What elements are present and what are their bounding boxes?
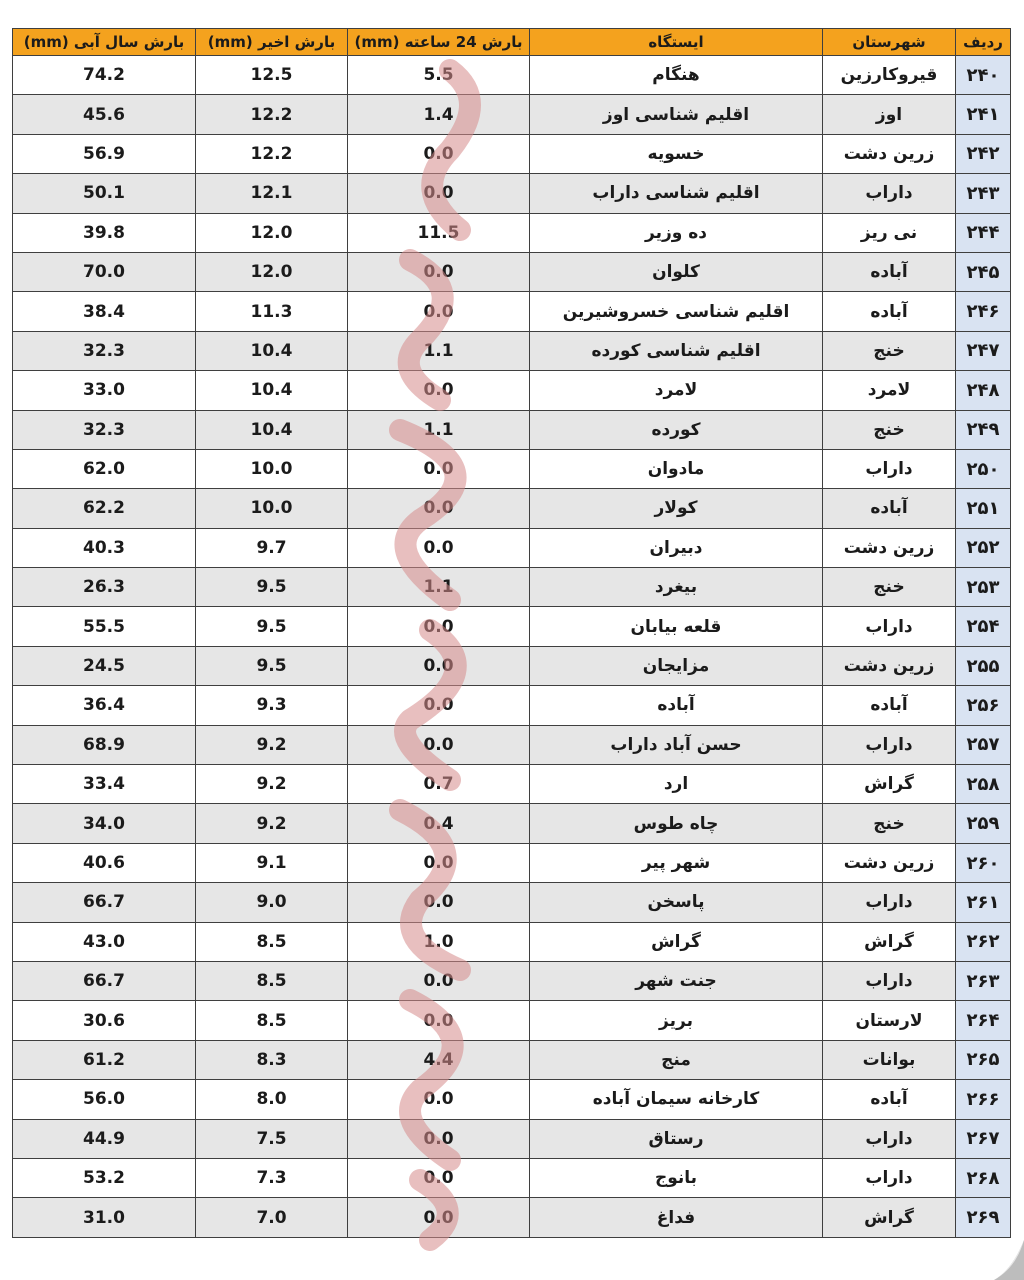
table-row	[13, 1198, 1011, 1237]
header-row	[13, 29, 1011, 56]
table-row	[13, 528, 1011, 567]
county-cell: لارستان	[823, 1001, 956, 1040]
row-number-cell: ۲۵۵	[956, 646, 1011, 685]
row-number-cell: ۲۶۰	[956, 843, 1011, 882]
rainfall-24h-cell: 4.4	[348, 1040, 530, 1079]
rainfall-24h-cell: 0.7	[348, 765, 530, 804]
station-cell: کارخانه سیمان آباده	[530, 1080, 823, 1119]
station-cell: هنگام	[530, 56, 823, 95]
table-row	[13, 607, 1011, 646]
recent-rainfall-cell: 12.2	[196, 134, 348, 173]
row-number-cell: ۲۵۷	[956, 725, 1011, 764]
county-cell: داراب	[823, 174, 956, 213]
county-cell: اوز	[823, 95, 956, 134]
row-number-cell: ۲۵۴	[956, 607, 1011, 646]
table-header	[13, 29, 1011, 56]
table-row	[13, 252, 1011, 291]
station-cell: لامرد	[530, 371, 823, 410]
rainfall-24h-cell: 0.0	[348, 1119, 530, 1158]
county-cell: داراب	[823, 449, 956, 488]
annual-rainfall-cell: 43.0	[13, 922, 196, 961]
station-cell: ارد	[530, 765, 823, 804]
rainfall-24h-cell: 5.5	[348, 56, 530, 95]
rainfall-24h-cell: 0.0	[348, 1198, 530, 1237]
county-cell: خنج	[823, 804, 956, 843]
table-row	[13, 1040, 1011, 1079]
rainfall-24h-cell: 0.0	[348, 371, 530, 410]
rainfall-24h-cell: 0.0	[348, 1001, 530, 1040]
station-cell: گراش	[530, 922, 823, 961]
station-cell: قلعه بیابان	[530, 607, 823, 646]
table-row	[13, 1119, 1011, 1158]
rainfall-24h-cell: 0.0	[348, 686, 530, 725]
county-cell: گراش	[823, 1198, 956, 1237]
header-recent-rainfall: بارش اخیر (mm)	[196, 29, 348, 56]
rainfall-24h-cell: 0.0	[348, 843, 530, 882]
page-curl-decoration	[994, 1240, 1024, 1280]
rainfall-24h-cell: 0.0	[348, 1158, 530, 1197]
table-row	[13, 292, 1011, 331]
station-cell: اقلیم شناسی کورده	[530, 331, 823, 370]
rainfall-24h-cell: 0.0	[348, 449, 530, 488]
station-cell: منج	[530, 1040, 823, 1079]
county-cell: آباده	[823, 1080, 956, 1119]
station-cell: بیغرد	[530, 568, 823, 607]
county-cell: داراب	[823, 961, 956, 1000]
annual-rainfall-cell: 50.1	[13, 174, 196, 213]
station-cell: دبیران	[530, 528, 823, 567]
annual-rainfall-cell: 45.6	[13, 95, 196, 134]
annual-rainfall-cell: 26.3	[13, 568, 196, 607]
recent-rainfall-cell: 8.5	[196, 922, 348, 961]
header-station: ایستگاه	[530, 29, 823, 56]
row-number-cell: ۲۶۲	[956, 922, 1011, 961]
county-cell: داراب	[823, 607, 956, 646]
annual-rainfall-cell: 32.3	[13, 410, 196, 449]
recent-rainfall-cell: 7.0	[196, 1198, 348, 1237]
county-cell: نی ریز	[823, 213, 956, 252]
row-number-cell: ۲۶۳	[956, 961, 1011, 1000]
row-number-cell: ۲۶۸	[956, 1158, 1011, 1197]
annual-rainfall-cell: 56.0	[13, 1080, 196, 1119]
rainfall-24h-cell: 1.4	[348, 95, 530, 134]
county-cell: گراش	[823, 922, 956, 961]
rainfall-24h-cell: 0.0	[348, 134, 530, 173]
annual-rainfall-cell: 56.9	[13, 134, 196, 173]
station-cell: شهر پیر	[530, 843, 823, 882]
recent-rainfall-cell: 8.5	[196, 1001, 348, 1040]
table-row	[13, 725, 1011, 764]
row-number-cell: ۲۴۸	[956, 371, 1011, 410]
station-cell: جنت شهر	[530, 961, 823, 1000]
county-cell: آباده	[823, 252, 956, 291]
annual-rainfall-cell: 39.8	[13, 213, 196, 252]
county-cell: داراب	[823, 883, 956, 922]
county-cell: خنج	[823, 568, 956, 607]
station-cell: کلوان	[530, 252, 823, 291]
annual-rainfall-cell: 62.2	[13, 489, 196, 528]
recent-rainfall-cell: 9.7	[196, 528, 348, 567]
annual-rainfall-cell: 33.0	[13, 371, 196, 410]
rainfall-24h-cell: 11.5	[348, 213, 530, 252]
recent-rainfall-cell: 12.0	[196, 252, 348, 291]
row-number-cell: ۲۵۸	[956, 765, 1011, 804]
county-cell: گراش	[823, 765, 956, 804]
county-cell: داراب	[823, 1158, 956, 1197]
recent-rainfall-cell: 9.5	[196, 646, 348, 685]
county-cell: آباده	[823, 292, 956, 331]
station-cell: ده وزیر	[530, 213, 823, 252]
table-row	[13, 1158, 1011, 1197]
station-cell: چاه طوس	[530, 804, 823, 843]
annual-rainfall-cell: 53.2	[13, 1158, 196, 1197]
recent-rainfall-cell: 9.5	[196, 568, 348, 607]
annual-rainfall-cell: 62.0	[13, 449, 196, 488]
county-cell: زرین دشت	[823, 134, 956, 173]
annual-rainfall-cell: 61.2	[13, 1040, 196, 1079]
annual-rainfall-cell: 74.2	[13, 56, 196, 95]
row-number-cell: ۲۴۱	[956, 95, 1011, 134]
annual-rainfall-cell: 66.7	[13, 961, 196, 1000]
station-cell: پاسخن	[530, 883, 823, 922]
annual-rainfall-cell: 68.9	[13, 725, 196, 764]
recent-rainfall-cell: 12.2	[196, 95, 348, 134]
annual-rainfall-cell: 32.3	[13, 331, 196, 370]
county-cell: بوانات	[823, 1040, 956, 1079]
county-cell: داراب	[823, 1119, 956, 1158]
rainfall-24h-cell: 0.0	[348, 725, 530, 764]
annual-rainfall-cell: 34.0	[13, 804, 196, 843]
annual-rainfall-cell: 31.0	[13, 1198, 196, 1237]
row-number-cell: ۲۴۷	[956, 331, 1011, 370]
row-number-cell: ۲۶۷	[956, 1119, 1011, 1158]
header-24h-rainfall: بارش 24 ساعته (mm)	[348, 29, 530, 56]
rainfall-24h-cell: 0.0	[348, 646, 530, 685]
row-number-cell: ۲۵۰	[956, 449, 1011, 488]
table-row	[13, 686, 1011, 725]
table-row	[13, 489, 1011, 528]
rainfall-24h-cell: 0.0	[348, 174, 530, 213]
station-cell: بانوج	[530, 1158, 823, 1197]
county-cell: لامرد	[823, 371, 956, 410]
annual-rainfall-cell: 30.6	[13, 1001, 196, 1040]
row-number-cell: ۲۴۳	[956, 174, 1011, 213]
county-cell: زرین دشت	[823, 843, 956, 882]
station-cell: آباده	[530, 686, 823, 725]
county-cell: آباده	[823, 489, 956, 528]
rainfall-24h-cell: 0.0	[348, 292, 530, 331]
recent-rainfall-cell: 10.4	[196, 410, 348, 449]
station-cell: اقلیم شناسی خسروشیرین	[530, 292, 823, 331]
header-annual-rainfall: بارش سال آبی (mm)	[13, 29, 196, 56]
rainfall-24h-cell: 0.0	[348, 607, 530, 646]
row-number-cell: ۲۴۵	[956, 252, 1011, 291]
table-row	[13, 843, 1011, 882]
header-county: شهرستان	[823, 29, 956, 56]
recent-rainfall-cell: 10.4	[196, 371, 348, 410]
row-number-cell: ۲۴۴	[956, 213, 1011, 252]
table-row	[13, 134, 1011, 173]
row-number-cell: ۲۵۹	[956, 804, 1011, 843]
recent-rainfall-cell: 12.0	[196, 213, 348, 252]
table-row	[13, 646, 1011, 685]
recent-rainfall-cell: 9.3	[196, 686, 348, 725]
rainfall-24h-cell: 1.1	[348, 331, 530, 370]
county-cell: قیروکارزین	[823, 56, 956, 95]
station-cell: کولار	[530, 489, 823, 528]
annual-rainfall-cell: 70.0	[13, 252, 196, 291]
recent-rainfall-cell: 9.0	[196, 883, 348, 922]
table-row	[13, 174, 1011, 213]
annual-rainfall-cell: 44.9	[13, 1119, 196, 1158]
recent-rainfall-cell: 10.0	[196, 489, 348, 528]
rainfall-24h-cell: 0.4	[348, 804, 530, 843]
station-cell: حسن آباد داراب	[530, 725, 823, 764]
station-cell: مادوان	[530, 449, 823, 488]
row-number-cell: ۲۴۶	[956, 292, 1011, 331]
recent-rainfall-cell: 10.0	[196, 449, 348, 488]
recent-rainfall-cell: 8.3	[196, 1040, 348, 1079]
row-number-cell: ۲۵۱	[956, 489, 1011, 528]
rainfall-24h-cell: 0.0	[348, 489, 530, 528]
recent-rainfall-cell: 12.5	[196, 56, 348, 95]
station-cell: فداغ	[530, 1198, 823, 1237]
recent-rainfall-cell: 10.4	[196, 331, 348, 370]
station-cell: بریز	[530, 1001, 823, 1040]
annual-rainfall-cell: 33.4	[13, 765, 196, 804]
station-cell: اقلیم شناسی داراب	[530, 174, 823, 213]
annual-rainfall-cell: 24.5	[13, 646, 196, 685]
table-row	[13, 1080, 1011, 1119]
table-row	[13, 331, 1011, 370]
row-number-cell: ۲۵۲	[956, 528, 1011, 567]
table-row	[13, 371, 1011, 410]
row-number-cell: ۲۶۱	[956, 883, 1011, 922]
county-cell: زرین دشت	[823, 528, 956, 567]
rainfall-24h-cell: 0.0	[348, 252, 530, 291]
table-row	[13, 410, 1011, 449]
row-number-cell: ۲۵۳	[956, 568, 1011, 607]
table-row	[13, 765, 1011, 804]
recent-rainfall-cell: 7.5	[196, 1119, 348, 1158]
annual-rainfall-cell: 36.4	[13, 686, 196, 725]
table-row	[13, 804, 1011, 843]
header-row-number: ردیف	[956, 29, 1011, 56]
table-row	[13, 1001, 1011, 1040]
county-cell: داراب	[823, 725, 956, 764]
table-body	[13, 56, 1011, 1238]
recent-rainfall-cell: 9.5	[196, 607, 348, 646]
recent-rainfall-cell: 8.0	[196, 1080, 348, 1119]
row-number-cell: ۲۵۶	[956, 686, 1011, 725]
rainfall-24h-cell: 0.0	[348, 1080, 530, 1119]
station-cell: مزایجان	[530, 646, 823, 685]
annual-rainfall-cell: 38.4	[13, 292, 196, 331]
recent-rainfall-cell: 9.2	[196, 765, 348, 804]
rainfall-24h-cell: 0.0	[348, 528, 530, 567]
table-row	[13, 961, 1011, 1000]
annual-rainfall-cell: 66.7	[13, 883, 196, 922]
recent-rainfall-cell: 11.3	[196, 292, 348, 331]
annual-rainfall-cell: 40.6	[13, 843, 196, 882]
recent-rainfall-cell: 9.1	[196, 843, 348, 882]
station-cell: کورده	[530, 410, 823, 449]
table-row	[13, 568, 1011, 607]
recent-rainfall-cell: 9.2	[196, 725, 348, 764]
rainfall-24h-cell: 0.0	[348, 883, 530, 922]
recent-rainfall-cell: 7.3	[196, 1158, 348, 1197]
annual-rainfall-cell: 55.5	[13, 607, 196, 646]
rainfall-24h-cell: 0.0	[348, 961, 530, 1000]
county-cell: آباده	[823, 686, 956, 725]
row-number-cell: ۲۶۶	[956, 1080, 1011, 1119]
table-row	[13, 95, 1011, 134]
row-number-cell: ۲۴۲	[956, 134, 1011, 173]
rainfall-24h-cell: 1.1	[348, 568, 530, 607]
station-cell: خسویه	[530, 134, 823, 173]
table-row	[13, 883, 1011, 922]
table-row	[13, 449, 1011, 488]
table-row	[13, 56, 1011, 95]
row-number-cell: ۲۴۰	[956, 56, 1011, 95]
row-number-cell: ۲۴۹	[956, 410, 1011, 449]
recent-rainfall-cell: 9.2	[196, 804, 348, 843]
rainfall-24h-cell: 1.0	[348, 922, 530, 961]
annual-rainfall-cell: 40.3	[13, 528, 196, 567]
county-cell: زرین دشت	[823, 646, 956, 685]
rainfall-24h-cell: 1.1	[348, 410, 530, 449]
table-row	[13, 922, 1011, 961]
county-cell: خنج	[823, 410, 956, 449]
table-row	[13, 213, 1011, 252]
rainfall-table	[12, 28, 1011, 1238]
recent-rainfall-cell: 12.1	[196, 174, 348, 213]
station-cell: رستاق	[530, 1119, 823, 1158]
row-number-cell: ۲۶۹	[956, 1198, 1011, 1237]
county-cell: خنج	[823, 331, 956, 370]
recent-rainfall-cell: 8.5	[196, 961, 348, 1000]
row-number-cell: ۲۶۵	[956, 1040, 1011, 1079]
station-cell: اقلیم شناسی اوز	[530, 95, 823, 134]
row-number-cell: ۲۶۴	[956, 1001, 1011, 1040]
